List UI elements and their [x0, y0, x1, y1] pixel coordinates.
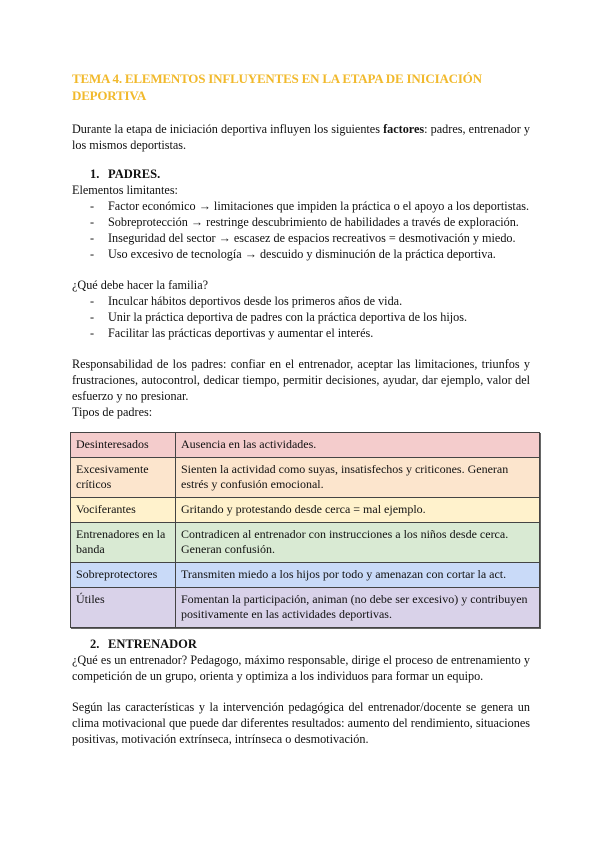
tipo-cell: Sobreprotectores [71, 563, 176, 588]
responsabilidad-paragraph: Responsabilidad de los padres: confiar en el entrenador, aceptar las limitaciones, triunfos y frustraciones, autocontrol, dedicar tiempo, permitir decisiones, ayudar, dar ejemplo, valor del esfuerzo y no presionar. [72, 357, 530, 403]
list-item: - Sobreprotección → restringe descubrimiento de habilidades a través de exploración. [72, 214, 530, 230]
table-row [71, 433, 540, 458]
familia-label: ¿Qué debe hacer la familia? [72, 278, 209, 292]
section-heading-entrenador [90, 636, 530, 652]
section-title: ENTRENADOR [108, 637, 197, 651]
document-page [72, 70, 530, 747]
definicion-paragraph: ¿Qué es un entrenador? Pedagogo, máximo responsable, dirige el proceso de entrenamiento y competición de un grupo, orienta y optimiza a los individuos para formar un equipo. [72, 653, 530, 683]
descripcion-cell: Contradicen al entrenador con instrucciones a los niños desde cerca. Generan confusión. [176, 523, 540, 563]
familia-list [72, 293, 530, 341]
table-row [71, 563, 540, 588]
tipos-padres-table [70, 432, 540, 628]
descripcion-cell: Gritando y protestando desde cerca = mal ejemplo. [176, 498, 540, 523]
tipo-cell: Desinteresados [71, 433, 176, 458]
table-row [71, 523, 540, 563]
descripcion-cell: Ausencia en las actividades. [176, 433, 540, 458]
descripcion-cell: Fomentan la participación, animan (no debe ser excesivo) y contribuyen positivamente en las actividades deportivas. [176, 588, 540, 628]
tipos-label: Tipos de padres: [72, 405, 153, 419]
list-item: - Unir la práctica deportiva de padres con la práctica deportiva de los hijos. [72, 309, 530, 325]
tipo-cell: Vociferantes [71, 498, 176, 523]
descripcion-cell: Transmiten miedo a los hijos por todo y amenazan con cortar la act. [176, 563, 540, 588]
tipo-cell: Entrenadores en la banda [71, 523, 176, 563]
section-title: PADRES. [108, 167, 161, 181]
intro-paragraph [72, 121, 530, 153]
limitantes-list [72, 198, 530, 262]
list-item: - Factor económico → limitaciones que impiden la práctica o el apoyo a los deportistas. [72, 198, 530, 214]
table-row [71, 498, 540, 523]
section-number: 2. [90, 637, 100, 651]
intro-text-end: : padres, entrenador y los mismos deportistas. [72, 122, 530, 152]
tipo-cell: Excesivamente críticos [71, 458, 176, 498]
tipo-cell: Útiles [71, 588, 176, 628]
intro-text: Durante la etapa de iniciación deportiva influyen los siguientes [72, 122, 384, 136]
list-item: - Facilitar las prácticas deportivas y aumentar el interés. [72, 325, 530, 341]
list-item: - Inseguridad del sector → escasez de espacios recreativos = desmotivación y miedo. [72, 230, 530, 246]
list-item: - Uso excesivo de tecnología → descuido y disminución de la práctica deportiva. [72, 246, 530, 262]
descripcion-cell: Sienten la actividad como suyas, insatisfechos y criticones. Generan estrés y confusión emocional. [176, 458, 540, 498]
intro-bold-term: factores [383, 122, 425, 136]
section-heading-padres [90, 166, 530, 182]
table-row [71, 588, 540, 628]
document-title: TEMA 4. ELEMENTOS INFLUYENTES EN LA ETAPA DE INICIACIÓN DEPORTIVA [72, 71, 482, 103]
table-row [71, 458, 540, 498]
section-number: 1. [90, 167, 100, 181]
clima-paragraph: Según las características y la intervención pedagógica del entrenador/docente se genera un clima motivacional que puede dar diferentes resultados: aumento del rendimiento, situaciones positivas, motivación extrínseca, intrínseca o desmotivación. [72, 700, 530, 746]
limitantes-label: Elementos limitantes: [72, 183, 178, 197]
list-item: - Inculcar hábitos deportivos desde los primeros años de vida. [72, 293, 530, 309]
